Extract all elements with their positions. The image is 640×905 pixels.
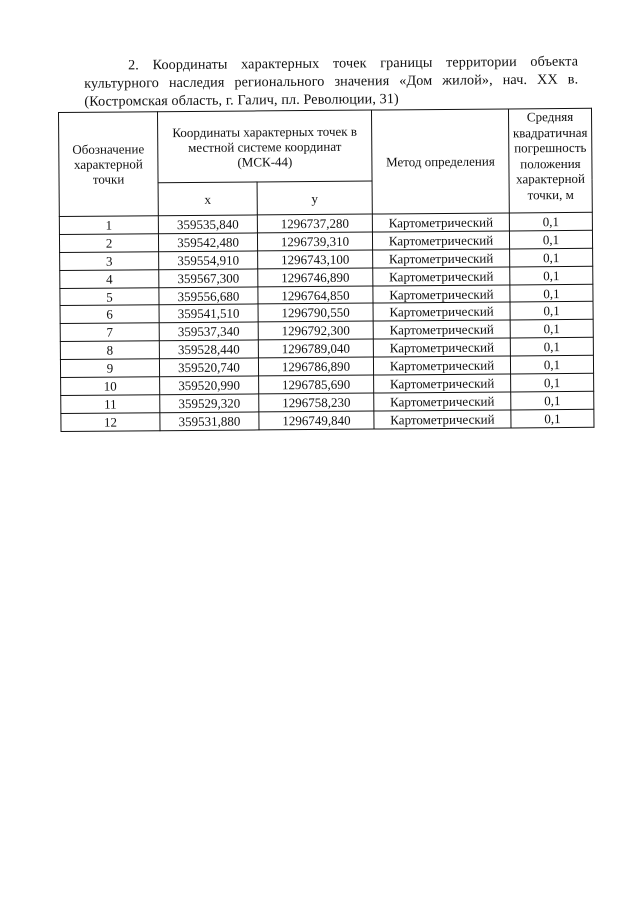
point-number: 7 (60, 323, 159, 342)
header-accuracy: Средняя квадратичная погрешность положения характерной точки, м (508, 108, 592, 213)
table-header-row (59, 108, 593, 183)
header-coordinates: Координаты характерных точек в местной системе координат (МСК-44) (158, 110, 373, 183)
accuracy: 0,1 (509, 212, 592, 231)
accuracy: 0,1 (510, 266, 593, 285)
coordinate-x: 359535,840 (158, 215, 257, 234)
accuracy: 0,1 (509, 230, 592, 249)
accuracy: 0,1 (510, 320, 593, 339)
point-number: 4 (60, 269, 159, 288)
method: Картометрический (373, 338, 510, 357)
point-number: 9 (60, 359, 159, 378)
point-number: 10 (61, 377, 160, 396)
accuracy: 0,1 (511, 391, 594, 410)
coordinate-y: 1296758,230 (259, 393, 374, 412)
coordinate-x: 359528,440 (159, 340, 258, 359)
coordinate-y: 1296785,690 (259, 375, 374, 394)
method: Картометрический (373, 356, 510, 375)
table-body (59, 212, 594, 431)
point-number: 2 (59, 234, 158, 253)
coordinate-y: 1296790,550 (258, 303, 373, 322)
header-point: Обозначение характерной точки (59, 112, 159, 217)
coordinate-y: 1296792,300 (258, 321, 373, 340)
method: Картометрический (374, 374, 511, 393)
coordinate-x: 359529,320 (160, 394, 259, 413)
heading-line-3: (Костромская область, г. Галич, пл. Революции, 31) (84, 91, 399, 110)
point-number: 3 (60, 251, 159, 270)
accuracy: 0,1 (510, 284, 593, 303)
method: Картометрический (373, 249, 510, 268)
coordinate-y: 1296746,890 (258, 268, 373, 287)
header-method: Метод определения (371, 109, 509, 214)
coordinate-x: 359537,340 (159, 322, 258, 341)
accuracy: 0,1 (510, 355, 593, 374)
header-x: x (158, 182, 257, 216)
coordinate-x: 359531,880 (160, 412, 259, 431)
accuracy: 0,1 (510, 302, 593, 321)
coordinate-y: 1296786,890 (258, 357, 373, 376)
coordinate-x: 359520,990 (160, 376, 259, 395)
point-number: 11 (61, 395, 160, 414)
coordinate-x: 359541,510 (159, 304, 258, 323)
point-number: 1 (59, 216, 158, 235)
point-number: 8 (60, 341, 159, 360)
coordinate-x: 359554,910 (159, 251, 258, 270)
heading-line-2: культурного наследия регионального значения «Дом жилой», нач. XX в. (84, 71, 579, 92)
method: Картометрический (373, 267, 510, 286)
section-heading (58, 52, 578, 111)
heading-line-1: 2. Координаты характерных точек границы территории объекта (128, 53, 579, 74)
coordinate-x: 359542,480 (158, 233, 257, 252)
accuracy: 0,1 (511, 409, 594, 428)
accuracy: 0,1 (510, 248, 593, 267)
accuracy: 0,1 (511, 373, 594, 392)
coordinate-y: 1296739,310 (257, 232, 372, 251)
coordinate-y: 1296737,280 (257, 214, 372, 233)
method: Картометрический (374, 410, 511, 429)
coordinate-y: 1296749,840 (259, 411, 374, 430)
coordinate-x: 359567,300 (159, 269, 258, 288)
method: Картометрический (372, 213, 509, 232)
method: Картометрический (374, 392, 511, 411)
table-row (61, 409, 594, 431)
coordinate-x: 359520,740 (159, 358, 258, 377)
point-number: 5 (60, 287, 159, 306)
method: Картометрический (373, 302, 510, 321)
coordinate-x: 359556,680 (159, 286, 258, 305)
accuracy: 0,1 (510, 338, 593, 357)
point-number: 12 (61, 413, 160, 432)
method: Картометрический (372, 231, 509, 250)
method: Картометрический (373, 285, 510, 304)
coordinates-table (58, 108, 594, 432)
coordinate-y: 1296743,100 (258, 250, 373, 269)
point-number: 6 (60, 305, 159, 324)
coordinate-y: 1296789,040 (258, 339, 373, 358)
coordinate-y: 1296764,850 (258, 286, 373, 305)
method: Картометрический (373, 320, 510, 339)
header-y: y (257, 181, 372, 215)
